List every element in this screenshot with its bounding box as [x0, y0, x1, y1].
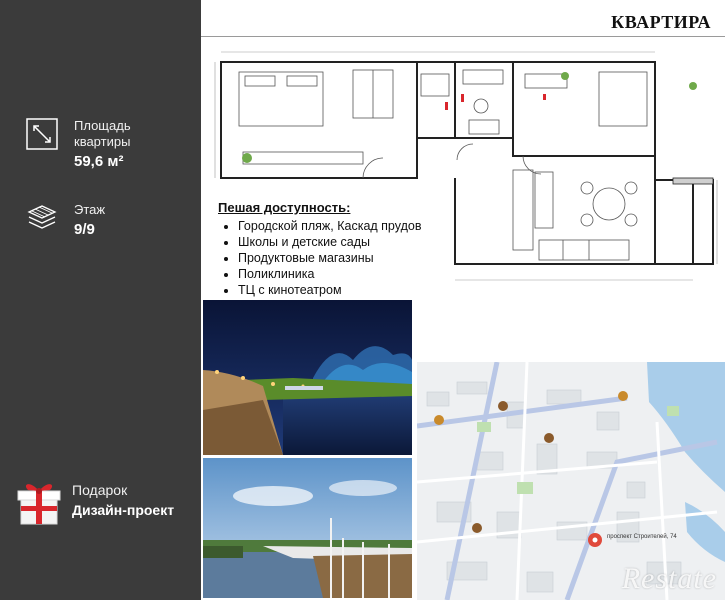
gift-value: Дизайн-проект: [72, 502, 175, 518]
walkability-item: • Городской пляж, Каскад прудов: [238, 218, 458, 234]
gift-label: Подарок: [72, 482, 128, 498]
floor-label: Этаж: [74, 202, 106, 217]
map-address-label: проспект Строителей, 74: [607, 534, 677, 540]
area-label-line2: квартиры: [74, 134, 131, 149]
area-value: 59,6 м²: [74, 153, 124, 170]
walkability-item: • Продуктовые магазины: [238, 250, 458, 266]
brand-watermark: Restate: [621, 562, 717, 595]
location-map[interactable]: [417, 362, 725, 600]
info-sidebar: [0, 0, 201, 600]
gift-info: [26, 476, 174, 526]
area-info: [26, 118, 131, 172]
walkability-item: • Поликлиника: [238, 266, 458, 282]
walkability-heading: Пешая доступность:: [218, 200, 351, 215]
address-pin-icon: [588, 533, 602, 547]
page-title: КВАРТИРА: [611, 12, 711, 32]
layers-icon: [26, 202, 58, 234]
boardwalk-photo: [203, 458, 412, 598]
walkability-heading-text: Пешая доступность: [218, 200, 347, 215]
area-label-line1: Площадь: [74, 118, 131, 133]
night-pond-photo: [203, 300, 412, 455]
walkability-list: [218, 218, 458, 298]
floor-info: [26, 202, 105, 240]
floor-value: 9/9: [74, 221, 95, 238]
header-divider: [201, 36, 725, 37]
area-diagonal-icon: [26, 118, 58, 150]
gift-box-icon: [16, 476, 62, 526]
walkability-item: • ТЦ с кинотеатром: [238, 282, 458, 298]
walkability-item: • Школы и детские сады: [238, 234, 458, 250]
walkability-block: [218, 200, 458, 298]
